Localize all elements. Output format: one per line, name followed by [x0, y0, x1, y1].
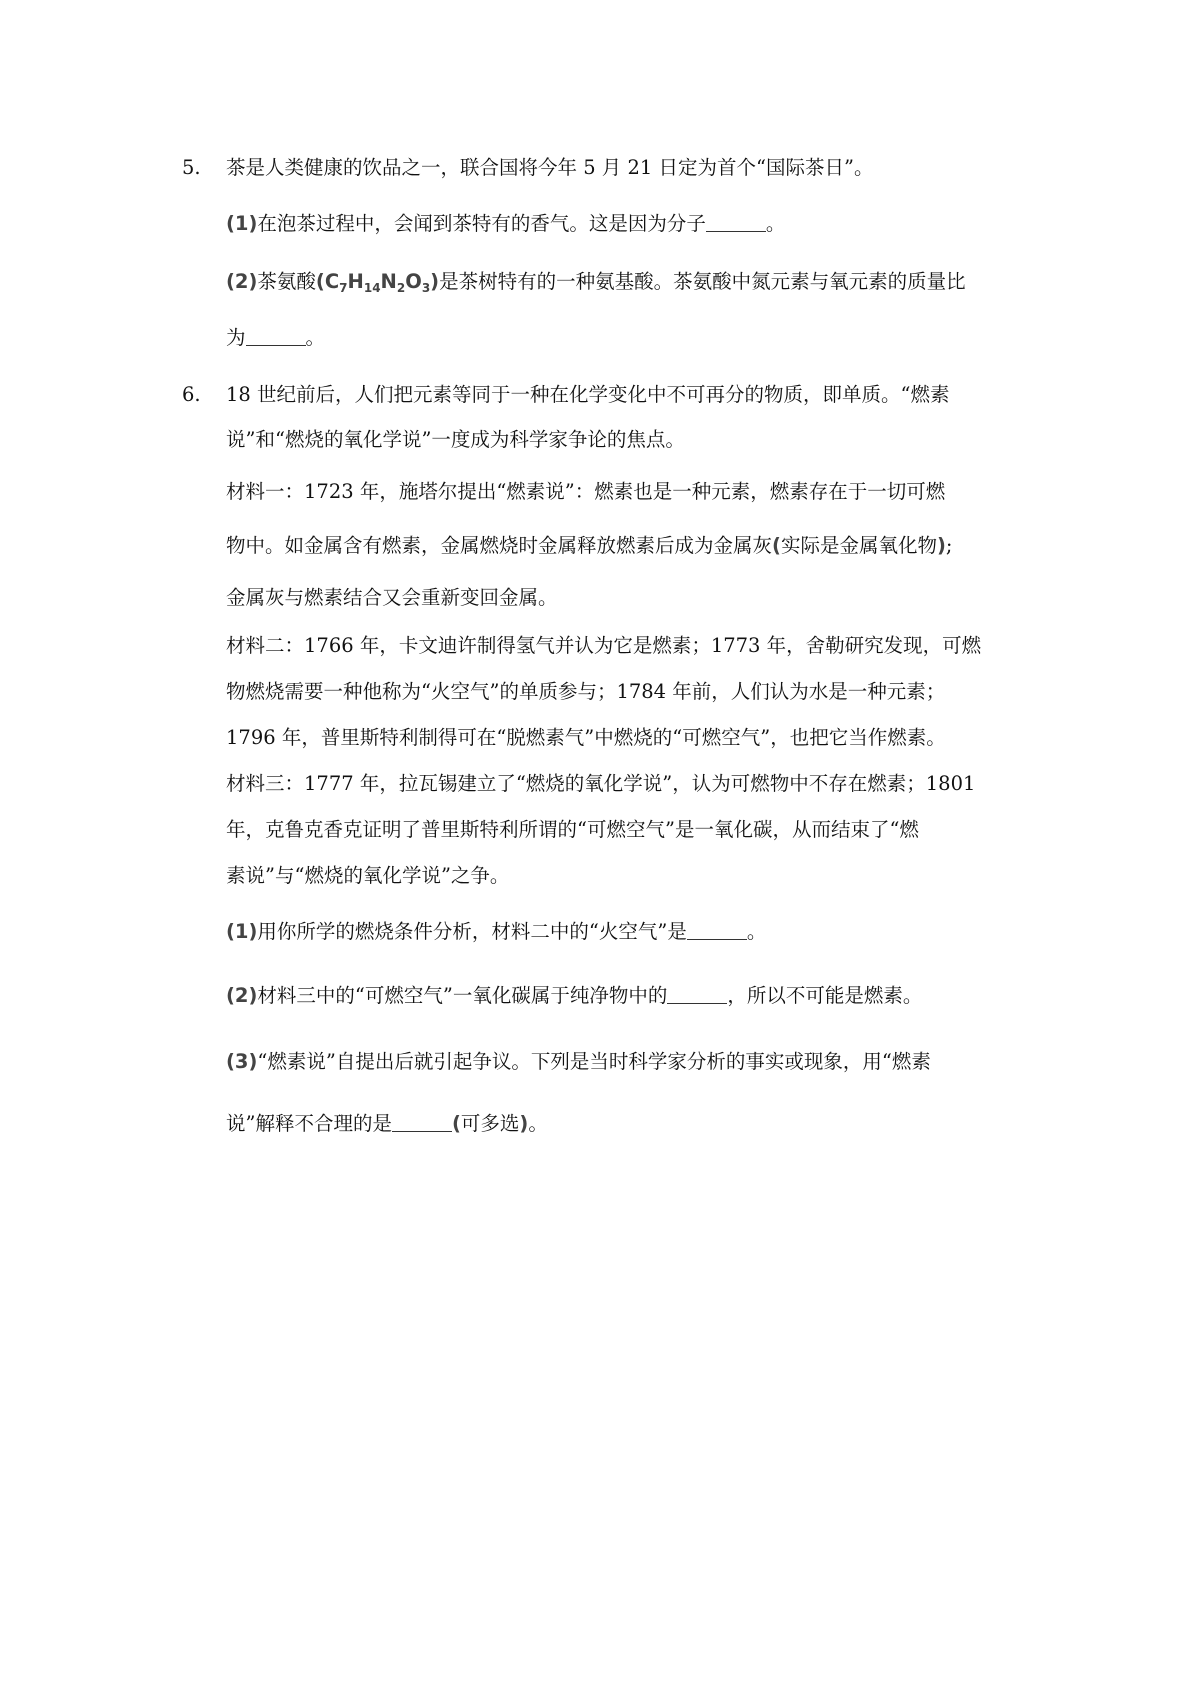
question-number: 6. — [182, 383, 201, 406]
question-stem: 茶是人类健康的饮品之一，联合国将今年 5 月 21 日定为首个“国际茶日”。 — [226, 156, 874, 179]
sub-question-text: 为 — [226, 326, 246, 349]
question-stem-line-2: 说”和“燃烧的氧化学说”一度成为科学家争论的焦点。 — [226, 428, 685, 451]
sub-question-label: (2) — [226, 270, 258, 293]
sub-question-2 — [226, 268, 966, 302]
sub-question-1 — [226, 918, 766, 946]
material-2-line-1: 材料二：1766 年，卡文迪许制得氢气并认为它是燃素；1773 年，舍勒研究发现，可燃 — [226, 634, 982, 657]
answer-blank[interactable] — [687, 919, 747, 940]
sub-question-label: (1) — [226, 212, 258, 235]
material-1-line-3: 金属灰与燃素结合又会重新变回金属。 — [226, 586, 558, 609]
material-1-line-2: 物中。如金属含有燃素，金属燃烧时金属释放燃素后成为金属灰(实际是金属氧化物); — [226, 534, 953, 557]
punctuation: 。 — [305, 326, 326, 349]
sub-question-label: (2) — [226, 984, 258, 1007]
sub-question-text: 用你所学的燃烧条件分析，材料二中的“火空气”是 — [257, 920, 687, 943]
material-3-line-3: 素说”与“燃烧的氧化学说”之争。 — [226, 864, 510, 887]
sub-question-2-line-2 — [226, 324, 325, 352]
material-2-line-3: 1796 年，普里斯特利制得可在“脱燃素气”中燃烧的“可燃空气”，也把它当作燃素。 — [226, 726, 946, 749]
chemical-formula: $(C_7H_{14}N_2O_3)$ — [315, 270, 440, 295]
material-3-line-2: 年，克鲁克香克证明了普里斯特利所谓的“可燃空气”是一氧化碳，从而结束了“燃 — [226, 818, 919, 841]
answer-blank[interactable] — [246, 325, 306, 346]
sub-question-text: 茶氨酸 — [257, 270, 316, 293]
sub-question-text: 是茶树特有的一种氨基酸。茶氨酸中氮元素与氧元素的质量比 — [439, 270, 966, 293]
punctuation: 。 — [746, 920, 767, 943]
material-3-line-1: 材料三：1777 年，拉瓦锡建立了“燃烧的氧化学说”，认为可燃物中不存在燃素；1801 — [226, 772, 976, 795]
sub-question-text: 材料三中的“可燃空气”一氧化碳属于纯净物中的 — [257, 984, 668, 1007]
answer-blank[interactable] — [667, 983, 727, 1004]
sub-question-2 — [226, 982, 922, 1010]
sub-question-3 — [226, 1048, 931, 1076]
sub-question-3-line-2: 说”解释不合理的是 (可多选)。 — [226, 1112, 548, 1135]
answer-blank[interactable] — [706, 211, 766, 232]
sub-question-text: 说”解释不合理的是 — [226, 1112, 392, 1135]
answer-blank[interactable] — [392, 1111, 452, 1132]
sub-question-text: 在泡茶过程中，会闻到茶特有的香气。这是因为分子 — [257, 212, 706, 235]
material-2-line-2: 物燃烧需要一种他称为“火空气”的单质参与；1784 年前，人们认为水是一种元素； — [226, 680, 946, 703]
sub-question-label: (3) — [226, 1050, 258, 1073]
question-number: 5. — [182, 156, 201, 179]
material-1-line-1: 材料一：1723 年，施塔尔提出“燃素说”：燃素也是一种元素，燃素存在于一切可燃 — [226, 480, 946, 503]
sub-question-text: “燃素说”自提出后就引起争议。下列是当时科学家分析的事实或现象，用“燃素 — [257, 1050, 931, 1073]
sub-question-label: (1) — [226, 920, 258, 943]
punctuation: 。 — [765, 212, 786, 235]
sub-question-1 — [226, 210, 785, 238]
question-stem-line-1: 18 世纪前后，人们把元素等同于一种在化学变化中不可再分的物质，即单质。“燃素 — [226, 383, 950, 406]
sub-question-text: ，所以不可能是燃素。 — [727, 984, 923, 1007]
